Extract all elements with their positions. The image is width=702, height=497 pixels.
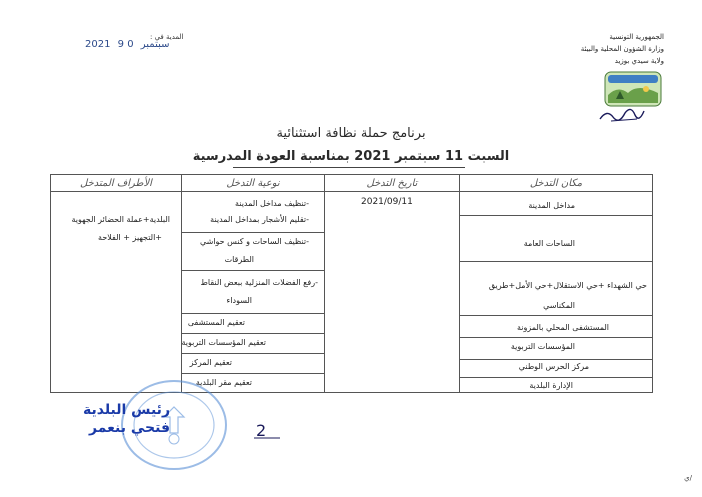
intervention-trim-trees: -تقليم الأشجار بمداخل المدينة <box>210 215 309 224</box>
date-stamp-day: 0 9 <box>117 39 134 50</box>
col-divider <box>324 175 325 392</box>
title-line-2: السبت 11 سبتمبر 2021 بمناسبة العودة المدرسية <box>192 149 510 164</box>
intervention-disinfect-municipality: تعقيم مقر البلدية <box>195 378 252 387</box>
date-stamp-month: سبتمبر <box>140 39 170 50</box>
row-divider <box>460 261 653 262</box>
row-divider <box>460 315 653 316</box>
row-divider <box>182 313 324 314</box>
location-meknassy: المكناسي <box>543 301 575 310</box>
row-divider <box>182 232 324 233</box>
title-line-1: برنامج حملة نظافة استثنائية <box>276 126 426 141</box>
intervention-disinfect-hospital: تعقيم المستشفى <box>187 318 245 327</box>
date-stamp-year: 2021 <box>85 39 111 50</box>
republic-line: الجمهورية التونسية <box>609 33 664 41</box>
header-location: مكان التدخل <box>460 175 652 192</box>
row-divider <box>460 359 653 360</box>
intervention-disinfect-schools: تعقيم المؤسسات التربوية <box>181 338 266 347</box>
row-divider <box>460 337 653 338</box>
program-table <box>50 174 653 393</box>
title-underline <box>233 167 465 168</box>
parties-line-1: البلدية+عملة الحضائر الجهوية <box>71 215 170 224</box>
location-public-squares: الساحات العامة <box>523 239 575 248</box>
governorate-line: ولاية سيدي بوزيد <box>614 57 664 65</box>
header-parties: الأطراف المتدخل <box>51 175 181 192</box>
signature-initial: 2 <box>256 421 267 440</box>
mayor-title: رئيس البلدية <box>82 402 170 418</box>
location-national-guard: مركز الحرس الوطني <box>518 362 589 371</box>
mayor-name: فتحي بنعمر <box>89 420 170 436</box>
location-schools: المؤسسات التربوية <box>510 342 575 351</box>
date-stamp <box>85 39 174 50</box>
page-mark: ي/ <box>684 474 692 482</box>
row-divider <box>182 270 324 271</box>
parties-line-2: +التجهيز + الفلاحة <box>98 233 162 242</box>
intervention-date: 2021/09/11 <box>361 197 413 207</box>
row-divider <box>182 373 324 374</box>
intervention-roads: الطرقات <box>224 255 254 264</box>
location-city-entrances: مداخل المدينة <box>528 201 575 210</box>
row-divider <box>182 353 324 354</box>
location-hospital: المستشفى المحلي بالمزونة <box>516 323 609 332</box>
intervention-clean-entrances: -تنظيف مداخل المدينة <box>235 199 309 208</box>
row-divider <box>460 215 653 216</box>
intervention-clean-squares: -تنظيف الساحات و كنس حواشي <box>199 237 309 246</box>
intervention-black-spots: السوداء <box>226 296 252 305</box>
row-divider <box>182 333 324 334</box>
date-label: المدية في : <box>150 33 184 41</box>
intervention-disinfect-center: تعقيم المركز <box>189 358 232 367</box>
location-municipality: الإدارة البلدية <box>529 381 573 390</box>
row-divider <box>460 377 653 378</box>
location-neighborhoods: حي الشهداء +حي الاستقلال+حي الأمل+طريق <box>488 281 647 290</box>
col-divider <box>181 175 182 392</box>
header-intervention-type: نوعية التدخل <box>182 175 324 192</box>
intervention-waste-removal: -رفع الفضلات المنزلية ببعض النقاط <box>200 278 318 287</box>
mayor-signature <box>250 418 286 442</box>
signature-top <box>597 101 647 127</box>
ministry-line: وزارة الشؤون المحلية والبيئة <box>580 45 664 53</box>
header-date: تاريخ التدخل <box>325 175 459 192</box>
